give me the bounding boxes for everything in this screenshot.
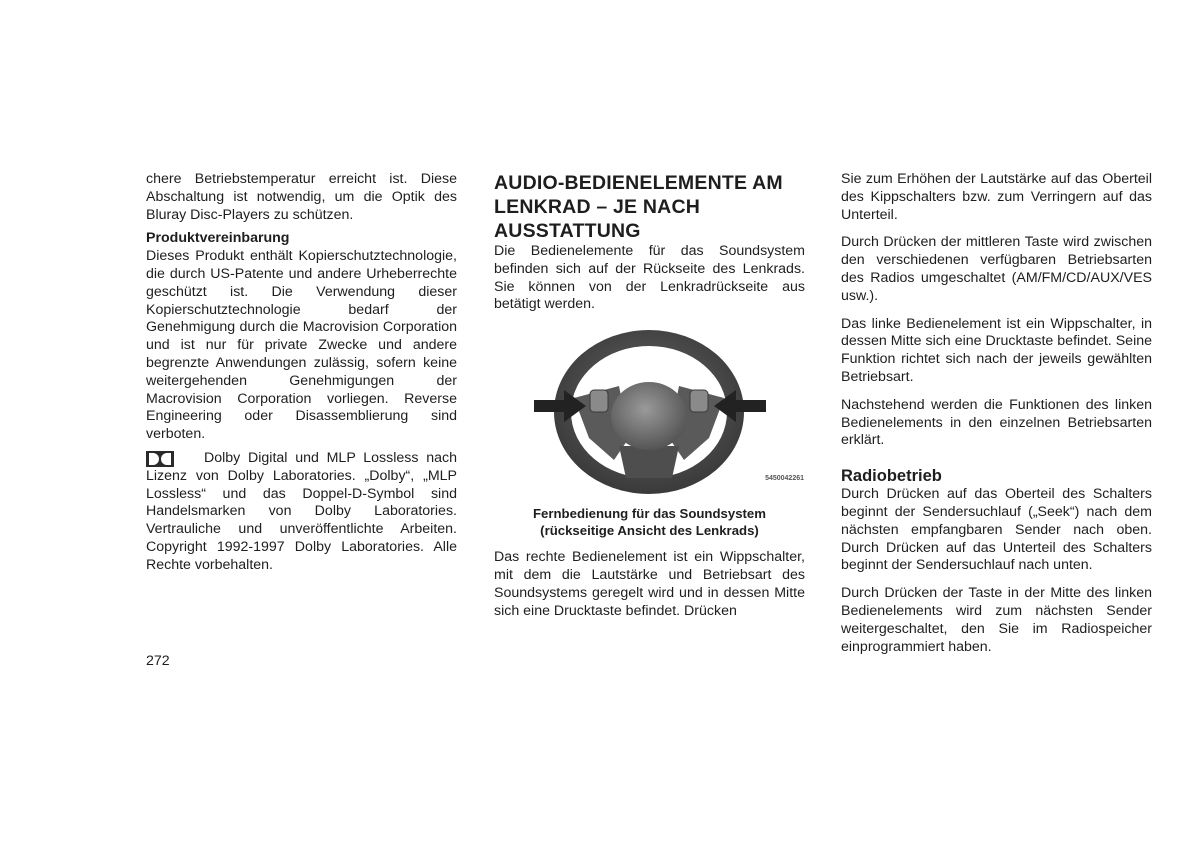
body-paragraph: Dieses Produkt enthält Kopierschutztechnologie, die durch US-Patente und andere Urheberrechte geschützt ist. Die Verwendung dieser Kopierschutztechnologie bedarf der Genehmigung durch die Macrovision Corporation und ist nur für private Zwecke und andere begrenzte Anwendungen zulässig, sofern keine weitergehenden Genehmigungen der Macrovision Corporation vorliegen. Reverse Engineering oder Disassemblierung sind verboten.	[146, 248, 457, 443]
dolby-notice	[146, 450, 457, 575]
left-control-switch	[590, 390, 608, 412]
body-paragraph: Durch Drücken der Taste in der Mitte des linken Bedienelements wird zum nächsten Sender weitergeschaltet, den Sie im Radiospeicher einprogrammiert haben.	[841, 585, 1152, 655]
caption-line: Fernbedienung für das Soundsystem	[532, 506, 766, 522]
right-column	[841, 171, 1152, 662]
middle-column	[494, 171, 805, 626]
body-paragraph: Nachstehend werden die Funktionen des linken Bedienelements in den einzelnen Betriebsarten erklärt.	[841, 396, 1152, 449]
section-heading: AUDIO-BEDIENELEMENTE AM LENKRAD – JE NACH AUSSTATTUNG	[494, 172, 783, 242]
steering-wheel-figure	[494, 328, 805, 500]
dolby-double-d-icon	[146, 451, 174, 467]
body-paragraph: Durch Drücken der mittleren Taste wird zwischen den verschiedenen verfügbaren Betriebsarten des Radios umgeschaltet (AM/FM/CD/AUX/VES usw.).	[841, 234, 1152, 304]
body-paragraph: Sie zum Erhöhen der Lautstärke auf das Oberteil des Kippschalters bzw. zum Verringern auf das Unterteil.	[841, 171, 1152, 223]
figure-caption	[494, 506, 805, 539]
section-subheading: Produktvereinbarung	[146, 230, 290, 247]
section-subheading: Radiobetrieb	[841, 467, 942, 486]
body-paragraph: Das rechte Bedienelement ist ein Wippschalter, mit dem die Lautstärke und Betriebsart des Soundsystems geregelt wird und in dessen Mitte sich eine Drucktaste befindet. Drücken	[494, 549, 805, 619]
right-control-switch	[690, 390, 708, 412]
body-paragraph: chere Betriebstemperatur erreicht ist. Diese Abschaltung ist notwendig, um die Optik des Bluray Disc-Players zu schützen.	[146, 171, 457, 223]
caption-line: (rückseitige Ansicht des Lenkrads)	[540, 522, 759, 538]
body-paragraph: Durch Drücken auf das Oberteil des Schalters beginnt der Sendersuchlauf („Seek“) nach dem nächsten empfangbaren Sender nach oben. Durch Drücken auf das Unterteil des Schalters beginnt der Sendersuchlauf nach unten.	[841, 486, 1152, 574]
body-paragraph: Das linke Bedienelement ist ein Wippschalter, in dessen Mitte sich eine Drucktaste befindet. Seine Funktion richtet sich nach der jeweils gewählten Betriebsart.	[841, 315, 1152, 385]
wheel-spoke-bottom	[619, 446, 679, 478]
steering-wheel-illustration	[494, 328, 805, 500]
wheel-hub	[611, 382, 687, 450]
body-paragraph: Dolby Digital und MLP Lossless nach Lizenz von Dolby Laboratories. „Dolby“, „MLP Lossless“ und das Doppel-D-Symbol sind Handelsmarken von Dolby Laboratories. Vertrauliche und unveröffentlichte Arbeiten. Copyright 1992-1997 Dolby Laboratories. Alle Rechte vorbehalten.	[146, 449, 457, 573]
left-column	[146, 171, 457, 581]
body-paragraph: Die Bedienelemente für das Soundsystem befinden sich auf der Rückseite des Lenkrads. Sie können von der Lenkradrückseite aus betätigt werden.	[494, 243, 805, 313]
page-number: 272	[146, 653, 170, 669]
figure-code: 5450042261	[765, 475, 804, 483]
